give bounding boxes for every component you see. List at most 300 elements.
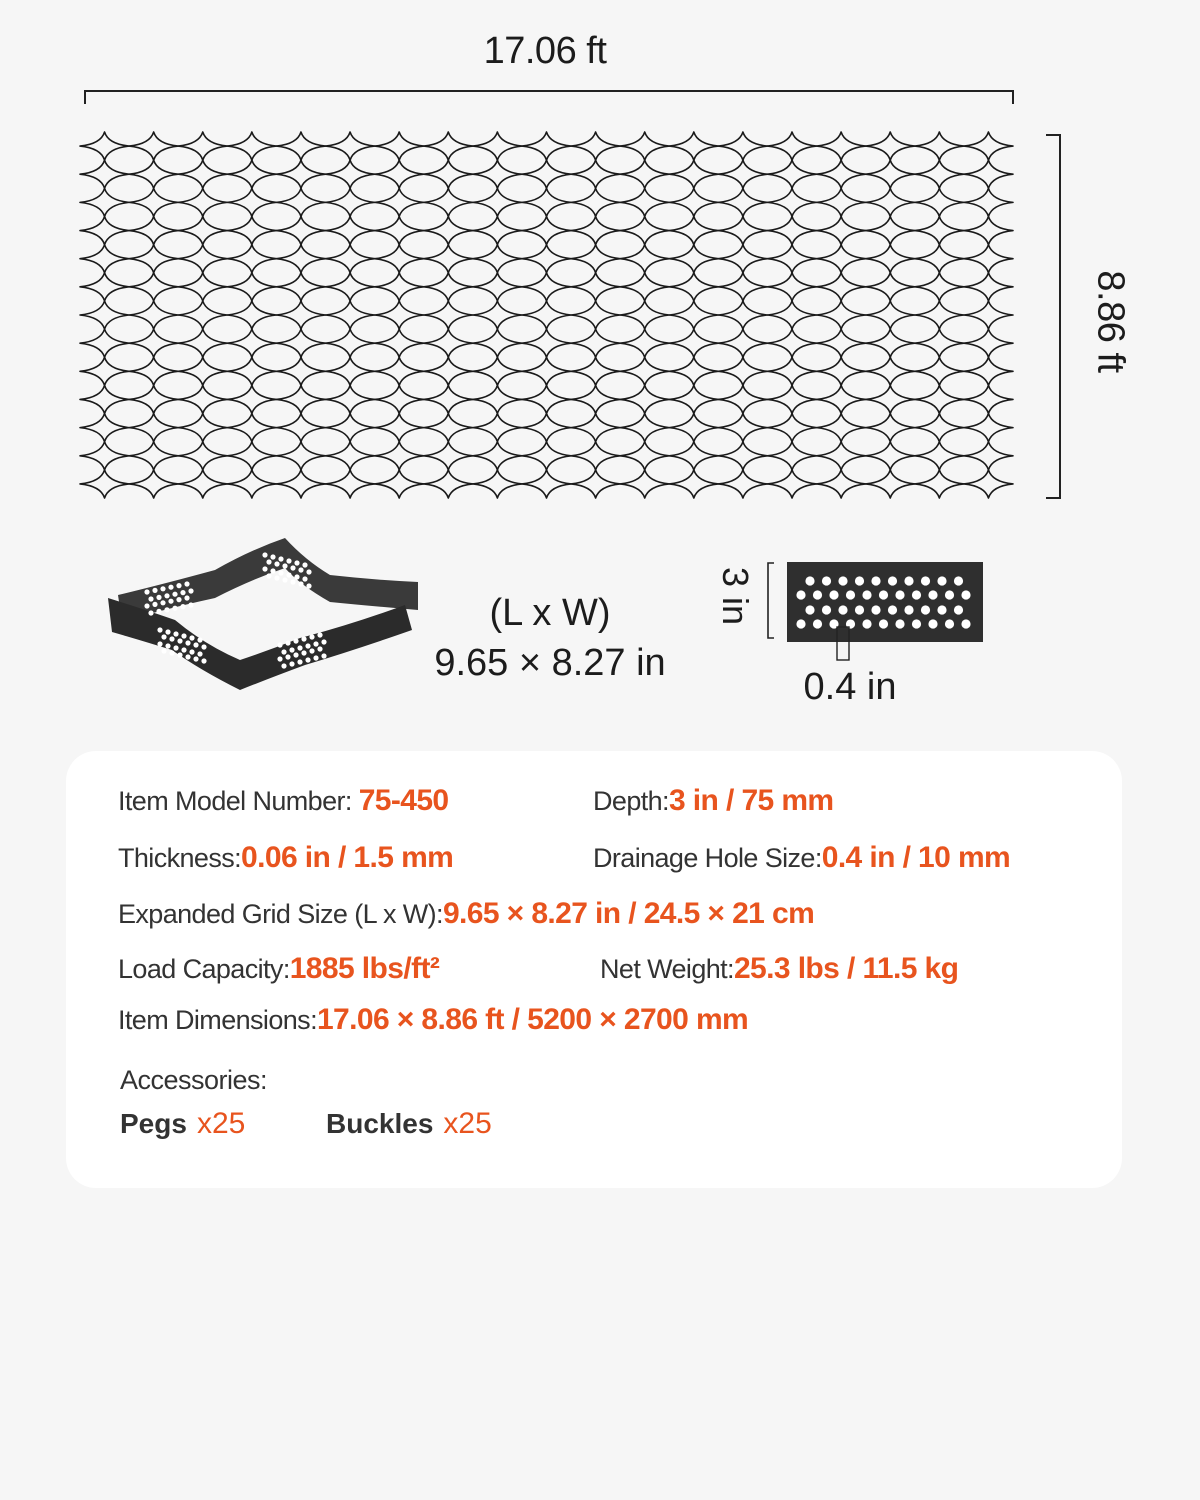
grid-cell (178, 245, 227, 273)
grid-cell (620, 414, 669, 442)
cell-hole (180, 590, 185, 595)
grid-cell (375, 329, 424, 357)
grid-cell (522, 414, 571, 442)
cell-hole (289, 661, 294, 666)
drainage-hole (954, 605, 963, 614)
cell-hole (309, 648, 314, 653)
cell-hole (165, 643, 170, 648)
grid-cell (817, 132, 866, 160)
cell-hole (285, 654, 290, 659)
grid-cell (718, 329, 767, 357)
grid-cell (178, 160, 227, 188)
grid-cell (915, 245, 964, 273)
cell-hole (156, 595, 161, 600)
grid-cell (571, 216, 620, 244)
cell-hole (278, 570, 283, 575)
grid-cell (227, 470, 276, 498)
accessory-pegs: Pegs x25 (120, 1107, 246, 1140)
grid-cell (227, 132, 276, 160)
grid-cell (129, 385, 178, 413)
cell-hole (164, 607, 169, 612)
grid-cell (817, 442, 866, 470)
grid-cell (866, 245, 915, 273)
grid-cell (326, 442, 375, 470)
grid-cell (964, 357, 1013, 385)
cell-hole (277, 656, 282, 661)
drainage-hole (895, 590, 904, 599)
drainage-hole (846, 590, 855, 599)
grid-cell (571, 273, 620, 301)
grid-cell (276, 414, 325, 442)
cell-hole (317, 646, 322, 651)
drainage-hole (838, 605, 847, 614)
grid-cell (129, 245, 178, 273)
grid-cell (375, 160, 424, 188)
grid-cell (522, 470, 571, 498)
grid-cell (522, 385, 571, 413)
cell-hole (281, 663, 286, 668)
grid-cell (571, 301, 620, 329)
grid-cell (866, 273, 915, 301)
cell-hole (189, 635, 194, 640)
drainage-hole (805, 576, 814, 585)
grid-cell (276, 442, 325, 470)
grid-cell (129, 160, 178, 188)
cell-hole (157, 627, 162, 632)
grid-cell (178, 216, 227, 244)
grid-cell (473, 132, 522, 160)
grid-cell (718, 385, 767, 413)
grid-cell (424, 301, 473, 329)
grid-cell (620, 188, 669, 216)
cell-hole (293, 652, 298, 657)
drainage-hole (805, 605, 814, 614)
grid-cell (424, 132, 473, 160)
cell-hole (293, 638, 298, 643)
grid-cell (522, 160, 571, 188)
grid-cell (718, 414, 767, 442)
grid-cell (571, 160, 620, 188)
cell-hole (282, 577, 287, 582)
grid-cell (915, 470, 964, 498)
grid-cell (767, 442, 816, 470)
grid-cell (817, 273, 866, 301)
drainage-hole (888, 605, 897, 614)
grid-cell (80, 442, 129, 470)
grid-cell (620, 273, 669, 301)
grid-cell (522, 188, 571, 216)
cell-hole (144, 589, 149, 594)
grid-cell (669, 132, 718, 160)
grid-cell (227, 245, 276, 273)
grid-cell (473, 160, 522, 188)
grid-cell (571, 245, 620, 273)
grid-cell (571, 329, 620, 357)
grid-cell (326, 414, 375, 442)
grid-cell (964, 245, 1013, 273)
grid-cell (620, 245, 669, 273)
drainage-hole (928, 590, 937, 599)
grid-cell (522, 216, 571, 244)
drainage-hole (796, 590, 805, 599)
grid-cell (80, 414, 129, 442)
grid-cell (80, 357, 129, 385)
cell-hole (169, 636, 174, 641)
grid-cell (620, 132, 669, 160)
grid-cell (276, 357, 325, 385)
grid-cell (718, 132, 767, 160)
grid-cell (326, 216, 375, 244)
grid-cell (817, 414, 866, 442)
grid-cell (767, 385, 816, 413)
drainage-hole (862, 590, 871, 599)
grid-cell (669, 414, 718, 442)
grid-cell (424, 188, 473, 216)
grid-cell (375, 470, 424, 498)
grid-cell (473, 470, 522, 498)
grid-cell (866, 470, 915, 498)
drainage-hole (888, 576, 897, 585)
cell-hole (313, 641, 318, 646)
grid-cell (718, 357, 767, 385)
grid-cell (817, 470, 866, 498)
cell-hole (152, 602, 157, 607)
drainage-hole (855, 605, 864, 614)
grid-cell (964, 216, 1013, 244)
grid-cell (276, 216, 325, 244)
grid-cell (767, 357, 816, 385)
depth-dimension-label: 3 in (715, 566, 756, 626)
grid-cell (718, 245, 767, 273)
cell-hole (148, 596, 153, 601)
grid-cell (866, 160, 915, 188)
grid-cell (424, 160, 473, 188)
grid-cell (522, 329, 571, 357)
cell-hole (180, 604, 185, 609)
grid-cell (424, 357, 473, 385)
grid-cell (326, 385, 375, 413)
drainage-hole (961, 619, 970, 628)
cell-hole (306, 583, 311, 588)
grid-cell (178, 442, 227, 470)
grid-cell (620, 216, 669, 244)
cell-hole (193, 642, 198, 647)
cell-hole (313, 655, 318, 660)
cell-hole (185, 640, 190, 645)
grid-cell (767, 273, 816, 301)
grid-cell (227, 160, 276, 188)
width-dimension-label: 8.86 ft (1089, 270, 1132, 373)
drainage-hole (904, 576, 913, 585)
grid-cell (473, 385, 522, 413)
cell-hole (201, 658, 206, 663)
grid-cell (178, 188, 227, 216)
cell-hole (321, 639, 326, 644)
cell-hole (309, 634, 314, 639)
cell-hole (184, 581, 189, 586)
drainage-hole (862, 619, 871, 628)
grid-cell (817, 216, 866, 244)
drainage-hole (937, 605, 946, 614)
grid-cell (767, 301, 816, 329)
grid-cell (227, 385, 276, 413)
grid-cell (767, 160, 816, 188)
grid-cell (866, 329, 915, 357)
grid-cell (80, 216, 129, 244)
cell-hole (301, 650, 306, 655)
grid-cell (767, 414, 816, 442)
drainage-hole (961, 590, 970, 599)
grid-cell (964, 160, 1013, 188)
grid-cell (80, 301, 129, 329)
drainage-hole (822, 605, 831, 614)
drainage-hole (871, 605, 880, 614)
grid-cell (964, 385, 1013, 413)
grid-cell (915, 132, 964, 160)
cell-hole (144, 603, 149, 608)
grid-cell (129, 414, 178, 442)
grid-cell (915, 188, 964, 216)
grid-cell (80, 329, 129, 357)
cell-hole (152, 588, 157, 593)
grid-cell (473, 329, 522, 357)
drainage-hole (912, 619, 921, 628)
drainage-hole (829, 590, 838, 599)
grid-cell (424, 470, 473, 498)
drainage-hole (796, 619, 805, 628)
grid-cell (80, 188, 129, 216)
drainage-hole (879, 619, 888, 628)
cell-hole (172, 606, 177, 611)
drainage-hole (813, 619, 822, 628)
cell-hole (294, 560, 299, 565)
cell-hole (297, 659, 302, 664)
grid-cell (129, 470, 178, 498)
grid-cell (669, 188, 718, 216)
grid-cell (915, 442, 964, 470)
geocell-cell-illustration (100, 530, 430, 700)
grid-cell (718, 442, 767, 470)
drainage-hole (879, 590, 888, 599)
grid-cell (375, 132, 424, 160)
cell-hole (161, 648, 166, 653)
grid-cell (817, 188, 866, 216)
cell-hole (148, 610, 153, 615)
grid-cell (375, 385, 424, 413)
grid-cell (129, 273, 178, 301)
grid-cell (669, 357, 718, 385)
grid-cell (817, 245, 866, 273)
spec-load-capacity: Load Capacity:1885 lbs/ft² (118, 952, 440, 985)
cell-hole (262, 566, 267, 571)
grid-cell (620, 301, 669, 329)
cell-hole (277, 642, 282, 647)
grid-cell (620, 160, 669, 188)
drainage-hole (912, 590, 921, 599)
grid-cell (522, 245, 571, 273)
cell-hole (168, 599, 173, 604)
grid-cell (915, 301, 964, 329)
cell-hole (188, 588, 193, 593)
accessory-buckles: Buckles x25 (326, 1107, 492, 1140)
grid-cell (718, 188, 767, 216)
grid-cell (915, 160, 964, 188)
drainage-hole (838, 576, 847, 585)
cell-hole (189, 649, 194, 654)
grid-cell (718, 301, 767, 329)
drainage-hole (954, 576, 963, 585)
grid-cell (178, 414, 227, 442)
cell-size-value: 9.65 × 8.27 in (434, 642, 666, 684)
cell-hole (184, 595, 189, 600)
grid-cell (326, 357, 375, 385)
grid-cell (866, 414, 915, 442)
cell-hole (188, 602, 193, 607)
grid-cell (276, 273, 325, 301)
cell-hole (286, 558, 291, 563)
grid-cell (375, 245, 424, 273)
cell-hole (161, 634, 166, 639)
drainage-hole (822, 576, 831, 585)
grid-cell (522, 301, 571, 329)
cell-hole (302, 576, 307, 581)
grid-cell (767, 188, 816, 216)
grid-cell (375, 216, 424, 244)
cell-hole (298, 581, 303, 586)
grid-cell (178, 132, 227, 160)
grid-cell (817, 357, 866, 385)
cell-hole (181, 633, 186, 638)
cell-hole (270, 568, 275, 573)
grid-cell (473, 245, 522, 273)
grid-cell (276, 160, 325, 188)
grid-cell (129, 357, 178, 385)
grid-cell (227, 442, 276, 470)
grid-cell (178, 301, 227, 329)
grid-cell (129, 301, 178, 329)
grid-cell (80, 273, 129, 301)
specifications-card (66, 751, 1122, 1188)
spec-net-weight: Net Weight:25.3 lbs / 11.5 kg (600, 952, 959, 985)
cell-hole (274, 561, 279, 566)
grid-cell (767, 216, 816, 244)
grid-cell (915, 329, 964, 357)
grid-cell (80, 160, 129, 188)
grid-cell (326, 470, 375, 498)
grid-cell (620, 385, 669, 413)
grid-cell (178, 273, 227, 301)
grid-cell (227, 329, 276, 357)
drainage-hole (945, 619, 954, 628)
cell-hole (278, 556, 283, 561)
cell-hole (157, 641, 162, 646)
drainage-hole (928, 619, 937, 628)
cell-hole (289, 647, 294, 652)
grid-cell (964, 132, 1013, 160)
cell-hole (185, 654, 190, 659)
grid-cell (669, 301, 718, 329)
grid-cell (964, 301, 1013, 329)
grid-cell (375, 442, 424, 470)
cell-hole (177, 652, 182, 657)
grid-cell (817, 385, 866, 413)
cell-hole (305, 657, 310, 662)
cell-hole (306, 569, 311, 574)
cell-hole (197, 651, 202, 656)
cell-hole (169, 650, 174, 655)
cell-hole (176, 597, 181, 602)
grid-cell (866, 188, 915, 216)
cell-hole (262, 552, 267, 557)
cell-hole (173, 631, 178, 636)
drainage-hole (921, 605, 930, 614)
grid-cell (375, 301, 424, 329)
grid-cell (718, 273, 767, 301)
length-dimension-label: 17.06 ft (483, 30, 607, 72)
cell-hole (298, 567, 303, 572)
grid-cell (80, 245, 129, 273)
grid-cell (178, 329, 227, 357)
grid-cell (375, 357, 424, 385)
grid-cell (522, 442, 571, 470)
grid-cell (473, 216, 522, 244)
cell-size-caption: (L x W) (489, 592, 611, 634)
grid-cell (276, 385, 325, 413)
grid-cell (571, 132, 620, 160)
geocell-grid-diagram (0, 0, 1200, 520)
cell-hole (168, 585, 173, 590)
cell-hole (201, 644, 206, 649)
grid-cell (424, 414, 473, 442)
grid-cell (473, 414, 522, 442)
grid-cell (620, 329, 669, 357)
cell-hole (317, 632, 322, 637)
grid-cell (473, 273, 522, 301)
cell-hole (156, 609, 161, 614)
spec-drainage-hole: Drainage Hole Size:0.4 in / 10 mm (593, 841, 1011, 874)
grid-cell (326, 301, 375, 329)
grid-cell (718, 216, 767, 244)
grid-cell (964, 329, 1013, 357)
cell-hole (282, 563, 287, 568)
cell-hole (290, 565, 295, 570)
grid-cell (326, 329, 375, 357)
grid-cell (80, 132, 129, 160)
grid-cell (767, 470, 816, 498)
grid-cell (424, 385, 473, 413)
grid-cell (375, 414, 424, 442)
grid-cell (669, 442, 718, 470)
cell-hole (193, 656, 198, 661)
cell-hole (286, 572, 291, 577)
drainage-hole (871, 576, 880, 585)
grid-cell (129, 188, 178, 216)
grid-cell (964, 273, 1013, 301)
grid-cell (915, 357, 964, 385)
wall-strip-diagram (760, 555, 990, 665)
grid-cell (375, 188, 424, 216)
cell-hole (301, 636, 306, 641)
grid-cell (178, 357, 227, 385)
grid-cell (817, 301, 866, 329)
drainage-hole (895, 619, 904, 628)
grid-cell (964, 442, 1013, 470)
grid-cell (571, 357, 620, 385)
grid-cell (424, 273, 473, 301)
grid-cell (964, 470, 1013, 498)
grid-cell (129, 132, 178, 160)
accessories-title: Accessories: (120, 1065, 268, 1095)
